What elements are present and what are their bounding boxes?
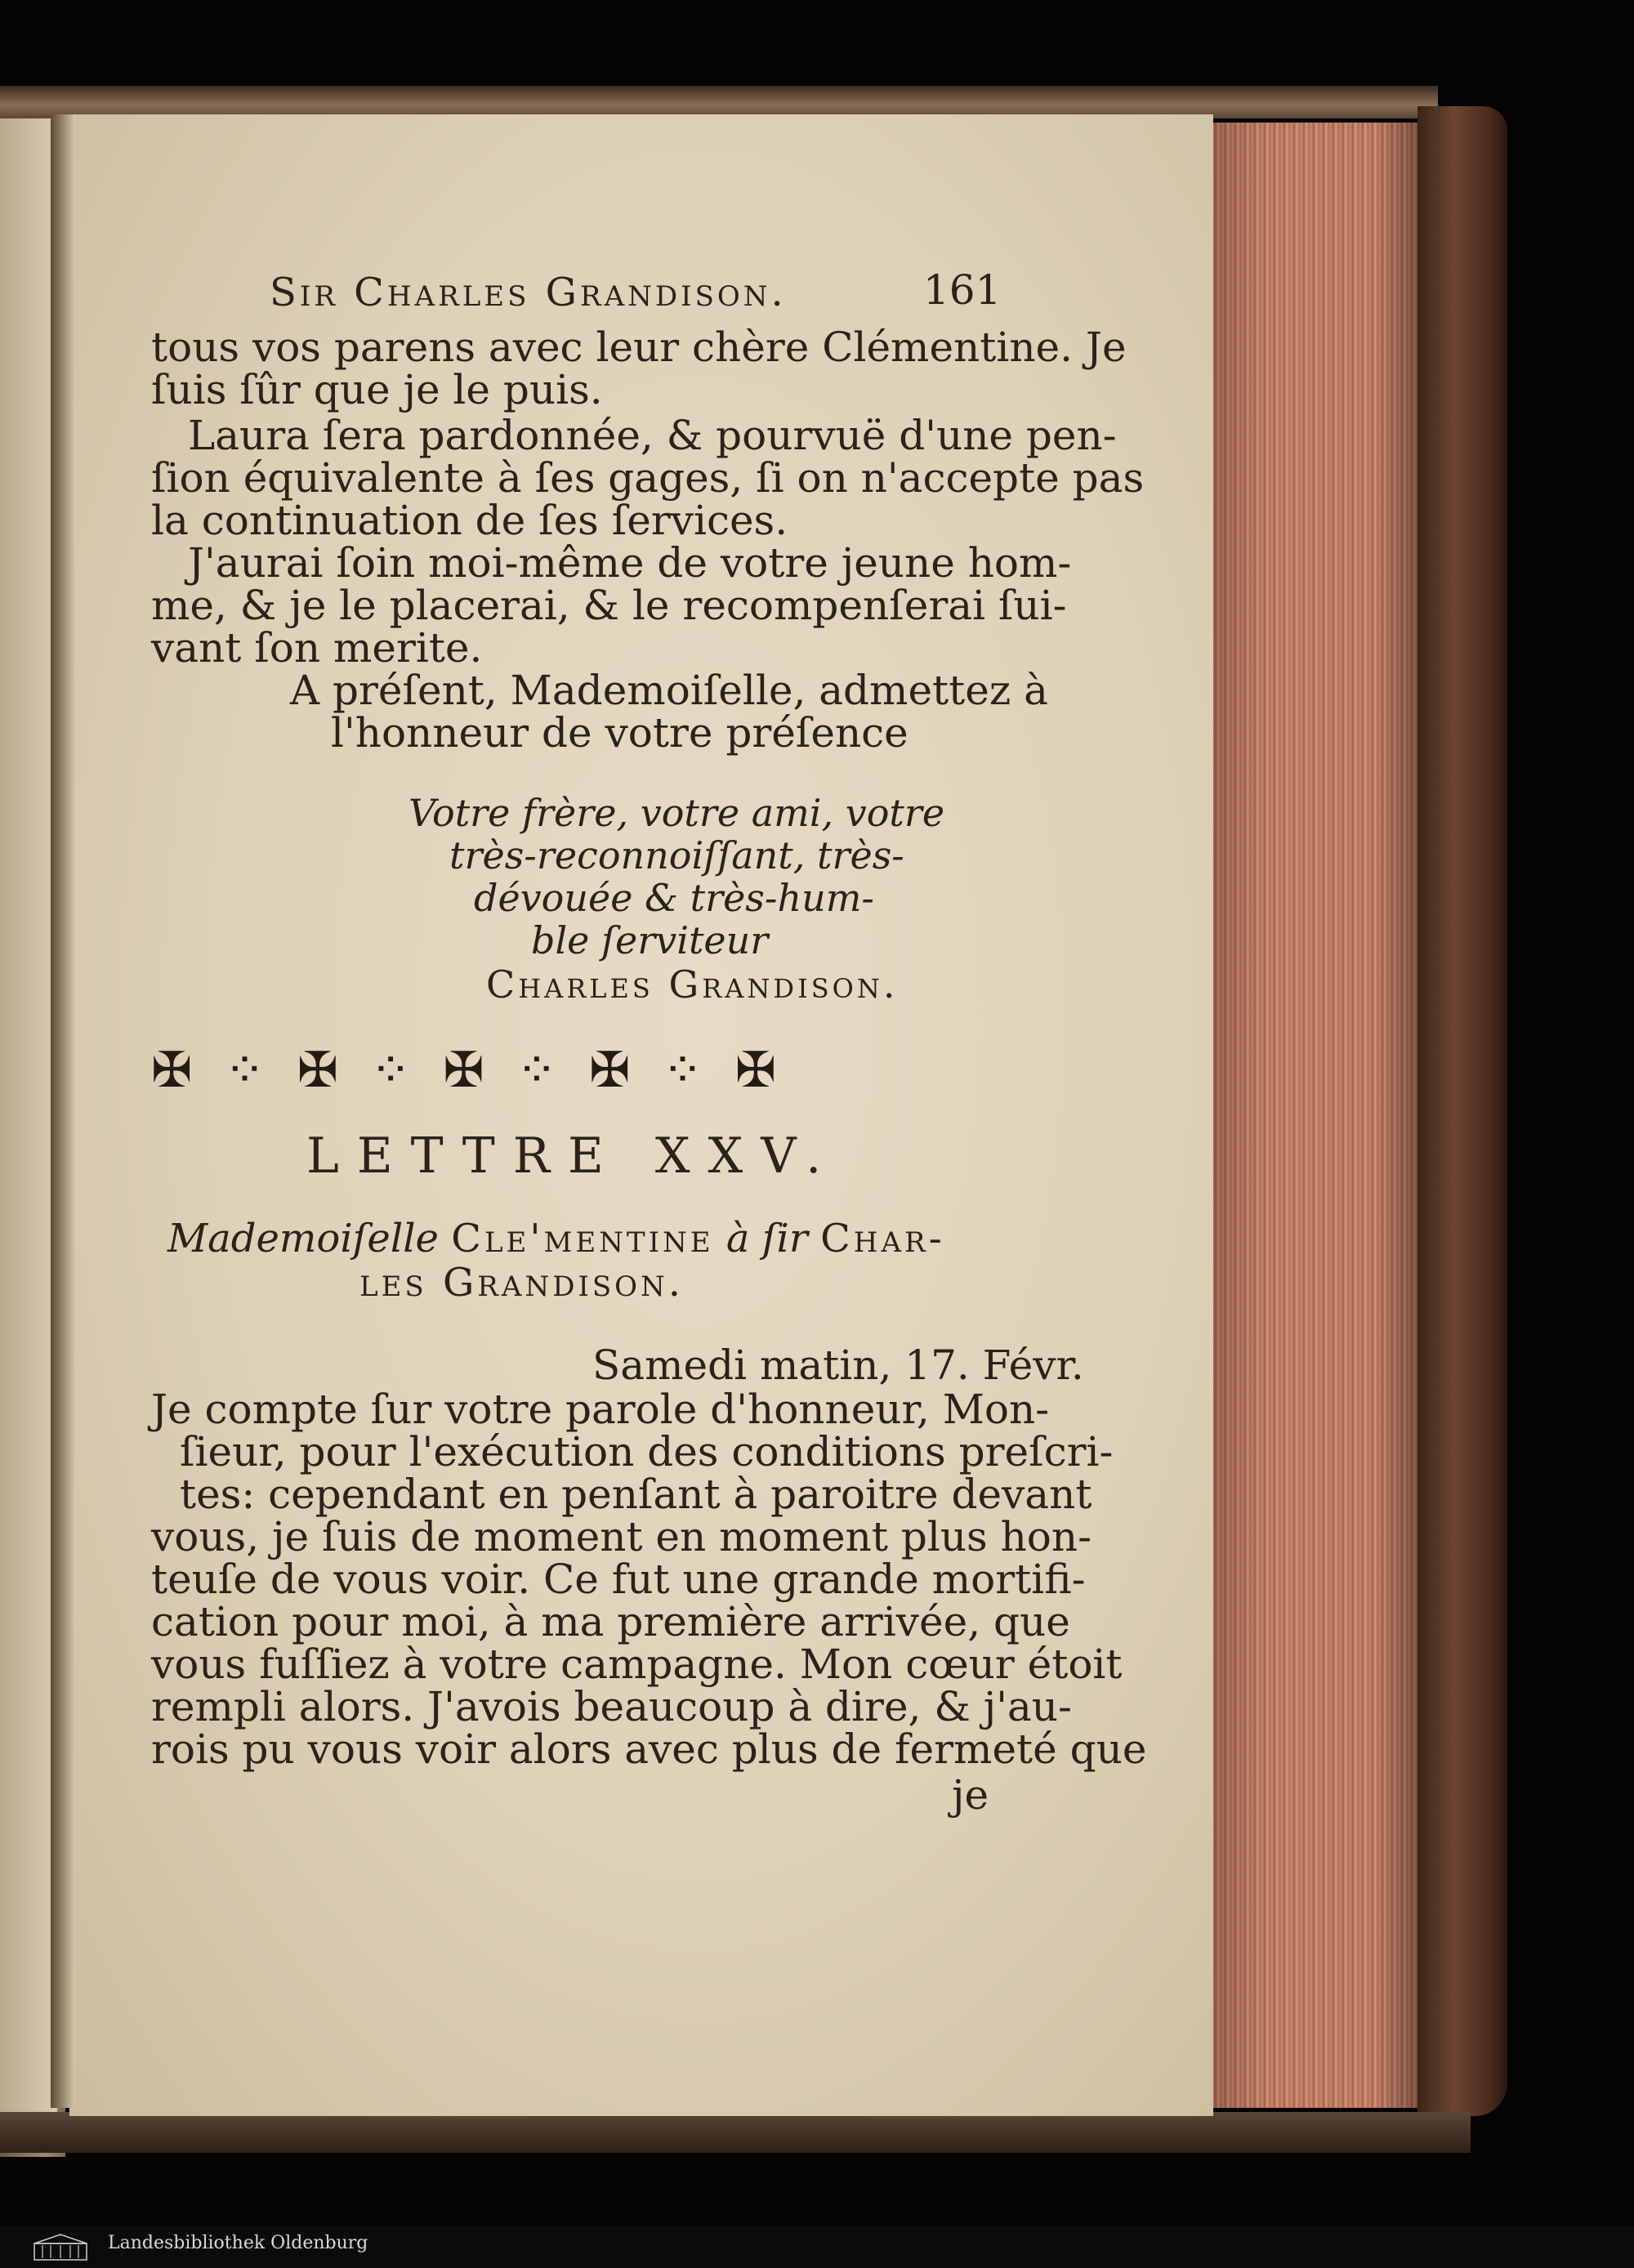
heading-italic-2: à ſir	[725, 1216, 808, 1261]
letter-line: vous, je ſuis de moment en moment plus hon-	[151, 1513, 1092, 1560]
library-name: Landesbibliothek Oldenburg	[108, 2233, 368, 2253]
letter-heading-line2: les Grandison.	[359, 1260, 685, 1306]
body-line: vant ſon merite.	[151, 624, 483, 672]
letter-line: teuſe de vous voir. Ce fut une grande mortifi-	[151, 1556, 1086, 1603]
heading-italic: Mademoiſelle	[167, 1216, 439, 1261]
body-line: A préſent, Mademoiſelle, admettez à	[290, 667, 1048, 714]
page-edges-shade	[1201, 123, 1417, 2108]
heading-name: Cle'mentine	[451, 1216, 714, 1261]
letter-line: Je compte ſur votre parole d'honneur, Mon-	[151, 1386, 1050, 1433]
gutter	[51, 114, 75, 2108]
body-line: tous vos parens avec leur chère Clémentine. Je	[151, 324, 1127, 371]
body-line: me, & je le placerai, & le recompenſerai ſui-	[151, 582, 1067, 629]
signature-line: Votre frère, votre ami, votre	[408, 791, 945, 835]
letter-line: tes: cependant en penſant à paroitre devant	[180, 1471, 1092, 1518]
letter-line: rempli alors. J'avois beaucoup à dire, & j'au-	[151, 1683, 1072, 1730]
dateline: Samedi matin, 17. Févr.	[592, 1342, 1084, 1389]
heading-end: Char-	[820, 1216, 945, 1261]
page-number: 161	[923, 266, 1002, 314]
left-page-edge	[0, 102, 57, 2120]
body-line: l'honneur de votre préſence	[331, 709, 909, 757]
body-line: la continuation de ſes ſervices.	[151, 497, 788, 544]
letter-line: ſieur, pour l'exécution des conditions preſcri-	[180, 1428, 1114, 1476]
signature-line: ble ſerviteur	[531, 918, 769, 962]
signature-line: dévouée & très-hum-	[474, 876, 874, 920]
signature-line: très-reconnoiſſant, très-	[449, 833, 904, 877]
body-line: ſion équivalente à ſes gages, ſi on n'accepte pas	[151, 454, 1145, 502]
running-head: Sir Charles Grandison.	[270, 270, 787, 315]
right-cover	[1417, 106, 1507, 2116]
body-line: ſuis ſûr que je le puis.	[151, 366, 603, 413]
letter-line: rois pu vous voir alors avec plus de fermeté que	[151, 1726, 1147, 1773]
ornament-rule: ✠ ⁘ ✠ ⁘ ✠ ⁘ ✠ ⁘ ✠	[151, 1042, 785, 1099]
bottom-binding	[0, 2112, 1471, 2153]
signature-name: Charles Grandison.	[486, 962, 899, 1007]
library-building-icon	[33, 2232, 88, 2261]
letter-title: LETTRE XXV.	[306, 1127, 840, 1185]
top-binding	[0, 86, 1438, 118]
catchword: je	[952, 1771, 989, 1819]
letter-line: cation pour moi, à ma première arrivée, que	[151, 1598, 1070, 1645]
body-line: Laura ſera pardonnée, & pourvuë d'une pen-	[188, 412, 1117, 459]
letter-heading	[167, 1216, 945, 1261]
letter-line: vous fuſſiez à votre campagne. Mon cœur étoit	[151, 1641, 1123, 1688]
body-line: J'aurai ſoin moi-même de votre jeune hom-	[188, 539, 1072, 587]
